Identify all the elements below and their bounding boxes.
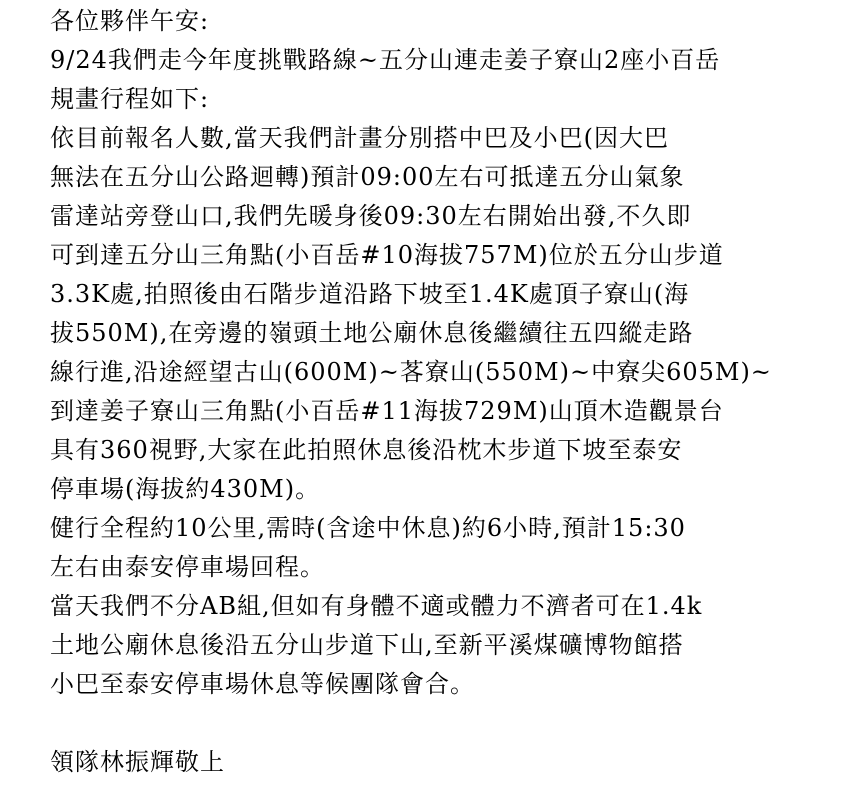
blank-line	[50, 704, 840, 743]
body-line: 拔550M),在旁邊的嶺頭土地公廟休息後繼續往五四縱走路	[50, 319, 694, 347]
greeting-line: 各位夥伴午安:	[50, 7, 210, 35]
body-line: 左右由泰安停車場回程。	[50, 553, 325, 581]
body-line: 依目前報名人數,當天我們計畫分別搭中巴及小巴(因大巴	[50, 124, 669, 152]
signature-line: 領隊林振輝敬上	[50, 748, 225, 776]
body-line: 線行進,沿途經望古山(600M)~茖寮山(550M)~中寮尖605M)~	[50, 358, 772, 386]
body-line: 無法在五分山公路迴轉)預計09:00左右可抵達五分山氣象	[50, 163, 685, 191]
body-line: 小巴至泰安停車場休息等候團隊會合。	[50, 670, 475, 698]
letter-body	[50, 0, 840, 782]
body-line: 當天我們不分AB組,但如有身體不適或體力不濟者可在1.4k	[50, 592, 703, 620]
body-line: 具有360視野,大家在此拍照休息後沿枕木步道下坡至泰安	[50, 436, 683, 464]
body-line: 停車場(海拔約430M)。	[50, 475, 321, 503]
body-line: 3.3K處,拍照後由石階步道沿路下坡至1.4K處頂子寮山(海	[50, 280, 690, 308]
body-line: 健行全程約10公里,需時(含途中休息)約6小時,預計15:30	[50, 514, 686, 542]
body-line: 雷達站旁登山口,我們先暖身後09:30左右開始出發,不久即	[50, 202, 692, 230]
body-line: 土地公廟休息後沿五分山步道下山,至新平溪煤礦博物館搭	[50, 631, 684, 659]
body-line: 可到達五分山三角點(小百岳#10海拔757M)位於五分山步道	[50, 241, 724, 269]
body-line: 9/24我們走今年度挑戰路線~五分山連走姜子寮山2座小百岳	[50, 46, 721, 74]
body-line: 到達姜子寮山三角點(小百岳#11海拔729M)山頂木造觀景台	[50, 397, 724, 425]
body-line: 規畫行程如下:	[50, 85, 210, 113]
